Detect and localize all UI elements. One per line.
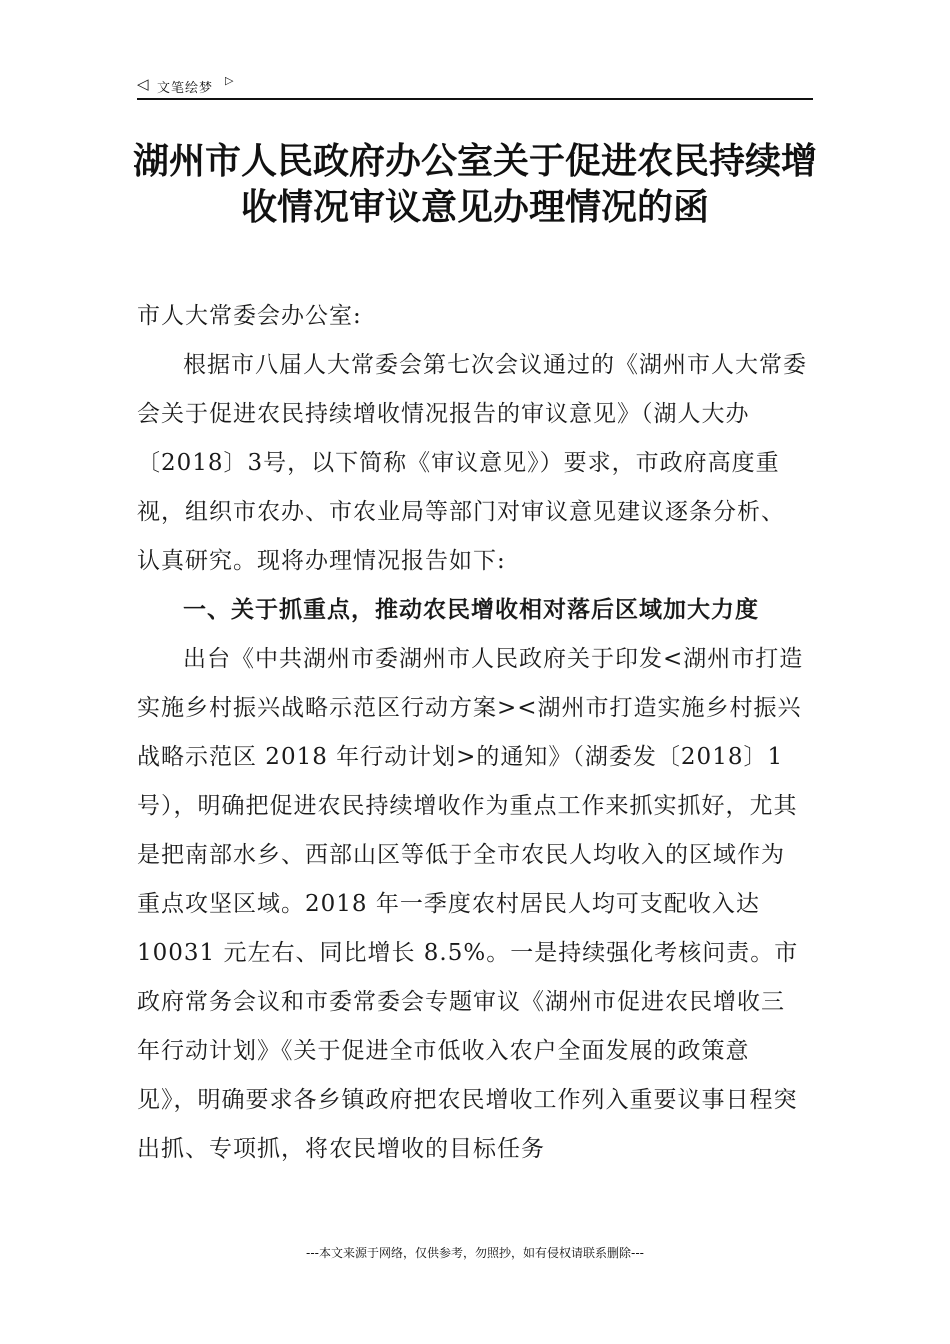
header-brand: 文笔绘梦 — [157, 81, 214, 96]
footer-notice: ---本文来源于网络，仅供参考，勿照抄，如有侵权请联系删除--- — [306, 1246, 644, 1260]
arrow-right-icon: ▷ — [225, 74, 234, 87]
page-header — [137, 72, 813, 100]
title-line-1: 湖州市人民政府办公室关于促进农民持续增 — [132, 140, 817, 182]
paragraph-section-1: 出台《中共湖州市委湖州市人民政府关于印发<湖州市打造实施乡村振兴战略示范区行动方案><湖州市打造实施乡村振兴战略示范区 2018 年行动计划>的通知》（湖委发〔2018〕1号），明确把促进农民持续增收作为重点工作来抓实抓好，尤其是把南部水乡、西部山区等低于全市农民人均收入的区域作为重点攻坚区域。2018 年一季度农村居民人均可支配收入达 10031 元左右、同比增长 8.5%。一是持续强化考核问责。市政府常务会议和市委常委会专题审议《湖州市促进农民增收三年行动计划》《关于促进全市低收入农户全面发展的政策意见》，明确要求各乡镇政府把农民增收工作列入重要议事日程突出抓、专项抓，将农民增收的目标任务 — [137, 646, 804, 1162]
document-body — [137, 292, 807, 1174]
document-title — [110, 138, 840, 230]
paragraph-intro: 根据市八届人大常委会第七次会议通过的《湖州市人大常委会关于促进农民持续增收情况报告的审议意见》（湖人大办〔2018〕3号，以下简称《审议意见》）要求，市政府高度重视，组织市农办、市农业局等部门对审议意见建议逐条分析、认真研究。现将办理情况报告如下: — [137, 352, 807, 574]
title-line-2: 收情况审议意见办理情况的函 — [240, 186, 709, 228]
section-heading-1: 一、关于抓重点，推动农民增收相对落后区域加大力度 — [183, 597, 759, 623]
salutation: 市人大常委会办公室: — [137, 303, 362, 329]
arrow-left-icon: ◁ — [137, 75, 149, 93]
